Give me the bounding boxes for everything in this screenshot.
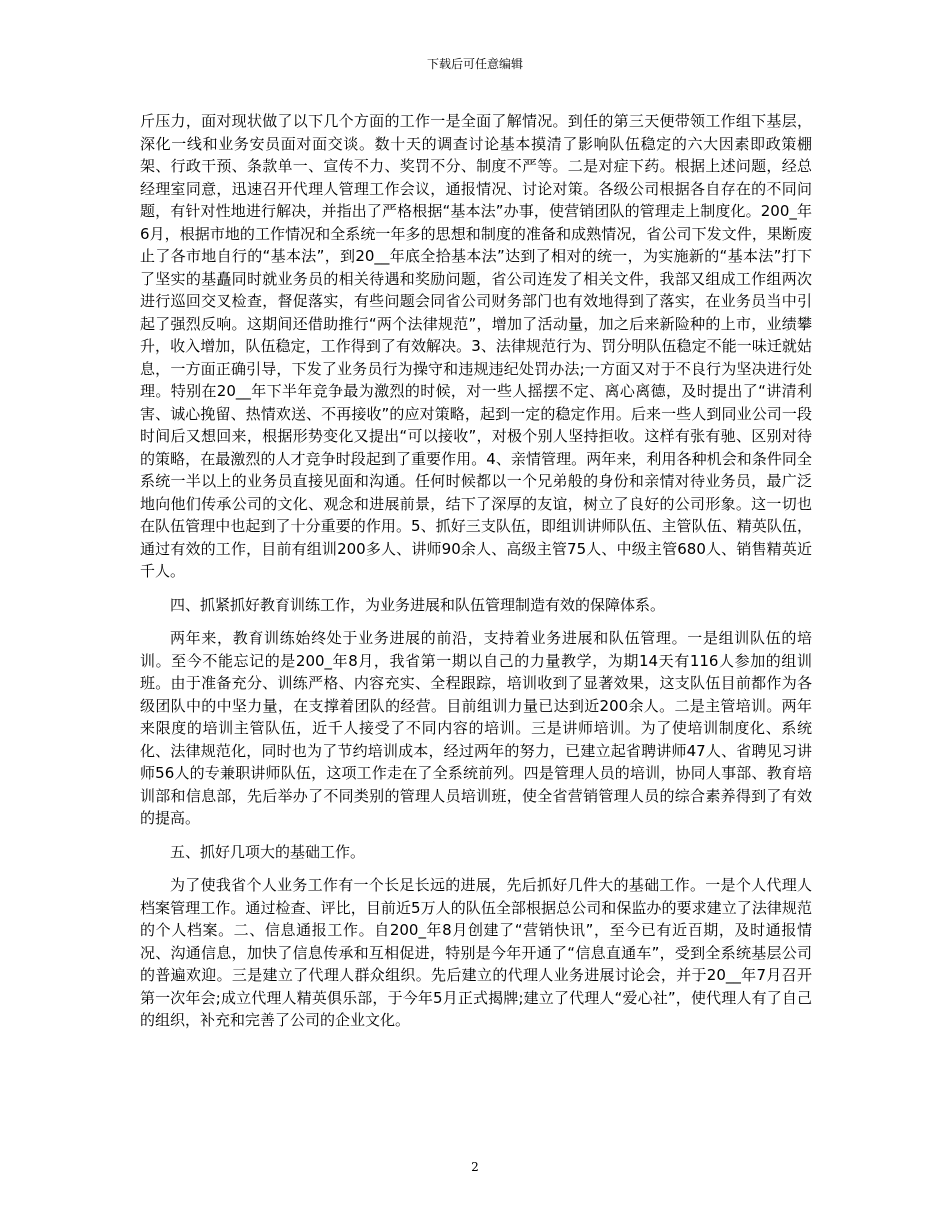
page-header: 下载后可任意编辑 (426, 57, 523, 71)
page-number: 2 (471, 1160, 479, 1174)
section-heading-foundation: 五、抓好几项大的基础工作。 (170, 842, 366, 861)
document-body (140, 110, 812, 1032)
paragraph-team-management: 斤压力，面对现状做了以下几个方面的工作一是全面了解情况。到任的第三天便带领工作组下基层，深化一线和业务安员面对面交谈。数十天的调查讨论基本摸清了影响队伍稳定的六大因素即政策棚架、行政干预、条款单一、宣传不力、奖罚不分、制度不严等。二是对症下药。根据上述问题，经总经理室同意，迅速召开代理人管理工作会议，通报情况、讨论对策。各级公司根据各自存在的不同问题，有针对性地进行解决，并指出了严格根据“基本法”办事，使营销团队的管理走上制度化。200_年6月，根据市地的工作情况和全系统一年多的思想和制度的准备和成熟情况，省公司下发文件，果断废止了各市地自行的“基本法”，到20__年底全拾基本法”达到了相对的统一，为实施新的“基本法”打下了坚实的基矗同时就业务员的相关待遇和奖励问题，省公司连发了相关文件，我部又组成工作组两次进行巡回交叉检查，督促落实，有些问题会同省公司财务部门也有效地得到了落实，在业务员当中引起了强烈反响。这期间还借助推行“两个法律规范”，增加了活动量，加之后来新险种的上市，业绩攀升，收入增加，队伍稳定，工作得到了有效解决。3、法律规范行为、罚分明队伍稳定不能一味迁就姑息，一方面正确引导，下发了业务员行为操守和违规违纪处罚办法;一方面又对于不良行为坚决进行处理。特别在20__年下半年竞争最为激烈的时候，对一些人摇摆不定、离心离德，及时提出了“讲清利害、诚心挽留、热情欢送、不再接收”的应对策略，起到一定的稳定作用。后来一些人到同业公司一段时间后又想回来，根据形势变化又提出“可以接收”，对极个别人坚持拒收。这样有张有驰、区别对待的策略，在最激烈的人才竞争时段起到了重要作用。4、亲情管理。两年来，利用各种机会和条件同全系统一半以上的业务员直接见面和沟通。任何时候都以一个兄弟般的身份和亲情对待业务员，最广泛地向他们传承公司的文化、观念和进展前景，结下了深厚的友谊，树立了良好的公司形象。这一切也在队伍管理中也起到了十分重要的作用。5、抓好三支队伍，即组训讲师队伍、主管队伍、精英队伍，通过有效的工作，目前有组训200多人、讲师90余人、高级主管75人、中级主管680人、销售精英近千人。 (140, 112, 812, 580)
paragraph-foundation: 为了使我省个人业务工作有一个长足长远的进展，先后抓好几件大的基础工作。一是个人代理人档案管理工作。通过检查、评比，目前近5万人的队伍全部根据总公司和保监办的要求建立了法律规范的个人档案。二、信息通报工作。自200_年8月创建了“营销快讯”，至今已有近百期，及时通报情况、沟通信息，加快了信息传承和互相促进，特别是今年开通了“信息直通车”，受到全系统基层公司的普遍欢迎。三是建立了代理人群众组织。先后建立的代理人业务进展讨论会，并于20__年7月召开第一次年会;成立代理人精英俱乐部，于今年5月正式揭牌;建立了代理人“爱心社”，使代理人有了自己的组织，补充和完善了公司的企业文化。 (140, 876, 812, 1029)
paragraph-training: 两年来，教育训练始终处于业务进展的前沿，支持着业务进展和队伍管理。一是组训队伍的培训。至今不能忘记的是200_年8月，我省第一期以自己的力量教学，为期14天有116人参加的组训班。由于准备充分、训练严格、内容充实、全程跟踪，培训收到了显著效果，这支队伍目前都作为各级团队中的中坚力量，在支撑着团队的经营。目前组训力量已达到近200余人。二是主管培训。两年来限度的培训主管队伍，近千人接受了不同内容的培训。三是讲师培训。为了使培训制度化、系统化、法律规范化，同时也为了节约培训成本，经过两年的努力，已建立起省聘讲师47人、省聘见习讲师56人的专兼职讲师队伍，这项工作走在了全系统前列。四是管理人员的培训，协同人事部、教育培训部和信息部，先后举办了不同类别的管理人员培训班，使全省营销管理人员的综合素养得到了有效的提高。 (140, 629, 812, 827)
section-heading-training: 四、抓紧抓好教育训练工作，为业务进展和队伍管理制造有效的保障体系。 (170, 595, 666, 614)
